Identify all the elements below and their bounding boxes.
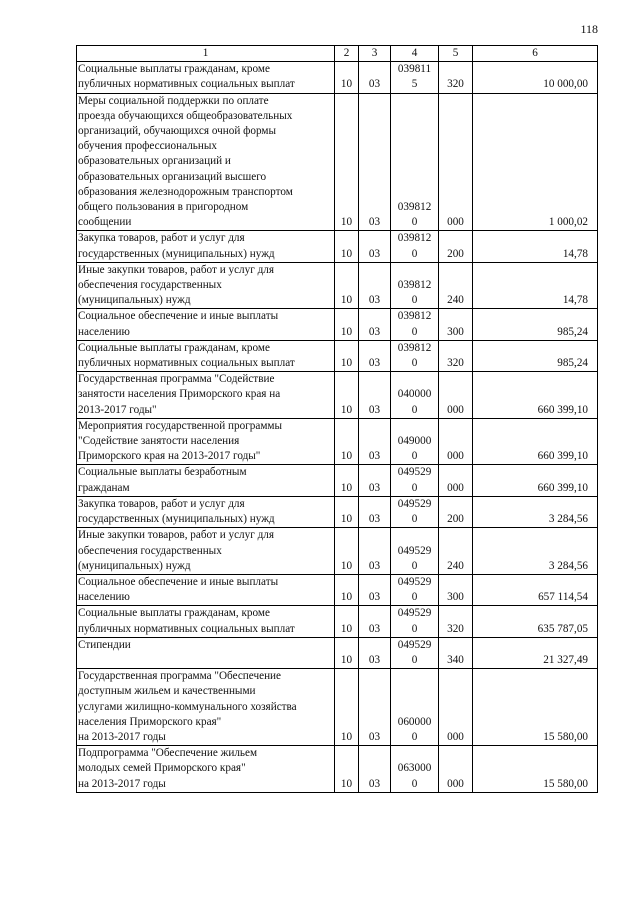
- section-code-cell: 10: [335, 669, 359, 746]
- target-code-part-1: 039811: [397, 63, 432, 76]
- target-code-part-1: 049000: [397, 435, 432, 448]
- amount-cell: 14,78: [473, 262, 598, 309]
- expense-type-cell: 300: [439, 574, 473, 605]
- section-code-cell: 10: [335, 528, 359, 575]
- section-code-cell: 10: [335, 746, 359, 793]
- table-row: [77, 528, 598, 575]
- target-code-cell: [391, 309, 439, 340]
- expense-type-cell: 000: [439, 372, 473, 419]
- target-code-part-1: 039812: [397, 201, 432, 214]
- section-code-cell: 10: [335, 496, 359, 527]
- section-code-cell: 10: [335, 231, 359, 262]
- expense-type-cell: 000: [439, 465, 473, 496]
- target-code-cell: [391, 496, 439, 527]
- target-code-part-1: 049529: [397, 497, 432, 510]
- subsection-code-cell: 03: [359, 574, 391, 605]
- target-code-part-2: 0: [411, 653, 418, 666]
- target-code-part-2: 0: [411, 559, 418, 572]
- expense-type-cell: 000: [439, 669, 473, 746]
- target-code-part-2: 0: [411, 481, 418, 494]
- target-code-part-1: 049529: [397, 466, 432, 479]
- target-code-part-2: 0: [411, 247, 418, 260]
- row-name-cell: [77, 746, 335, 793]
- expense-type-cell: 320: [439, 340, 473, 371]
- column-header: 5: [439, 46, 473, 62]
- table-row: [77, 340, 598, 371]
- table-row: [77, 372, 598, 419]
- row-name-text: Закупка товаров, работ и услуг для государственных (муниципальных) нужд: [78, 232, 275, 260]
- expense-type-cell: 300: [439, 309, 473, 340]
- target-code-part-2: 0: [411, 777, 418, 790]
- amount-cell: 660 399,10: [473, 372, 598, 419]
- target-code-part-1: 049529: [397, 607, 432, 620]
- section-code-cell: 10: [335, 574, 359, 605]
- target-code-part-2: 0: [411, 450, 418, 463]
- subsection-code-cell: 03: [359, 372, 391, 419]
- expense-type-cell: 000: [439, 93, 473, 231]
- table-row: [77, 418, 598, 465]
- section-code-cell: 10: [335, 309, 359, 340]
- table-row: [77, 637, 598, 668]
- amount-cell: 3 284,56: [473, 496, 598, 527]
- target-code-part-2: 0: [411, 357, 418, 370]
- subsection-code-cell: 03: [359, 93, 391, 231]
- row-name-cell: [77, 62, 335, 93]
- target-code-part-2: 0: [411, 622, 418, 635]
- row-name-cell: [77, 574, 335, 605]
- subsection-code-cell: 03: [359, 309, 391, 340]
- target-code-part-1: 039812: [397, 310, 432, 323]
- target-code-part-2: 0: [411, 216, 418, 229]
- column-header: 1: [77, 46, 335, 62]
- target-code-part-1: 049529: [397, 575, 432, 588]
- amount-cell: 15 580,00: [473, 669, 598, 746]
- table-row: [77, 669, 598, 746]
- row-name-cell: [77, 372, 335, 419]
- row-name-text: Социальное обеспечение и иные выплаты населению: [78, 310, 279, 338]
- expense-type-cell: 000: [439, 418, 473, 465]
- target-code-part-2: 0: [411, 403, 418, 416]
- target-code-cell: [391, 340, 439, 371]
- subsection-code-cell: 03: [359, 669, 391, 746]
- row-name-text: Государственная программа "Содействие занятости населения Приморского края на 2013-2017 годы": [78, 373, 281, 416]
- target-code-cell: [391, 418, 439, 465]
- expense-type-cell: 000: [439, 746, 473, 793]
- column-header: 3: [359, 46, 391, 62]
- row-name-cell: [77, 496, 335, 527]
- section-code-cell: 10: [335, 606, 359, 637]
- row-name-text: Меры социальной поддержки по оплате проезда обучающихся общеобразовательных организаций, обучающихся очной формы обучения профессиональных образовательных организаций и образовательных организаций высшего образования железнодорожным транспортом общего пользования в пригородном сообщении: [78, 94, 293, 229]
- target-code-cell: [391, 262, 439, 309]
- table-row: [77, 231, 598, 262]
- row-name-cell: [77, 93, 335, 231]
- section-code-cell: 10: [335, 465, 359, 496]
- amount-cell: 660 399,10: [473, 465, 598, 496]
- row-name-cell: [77, 669, 335, 746]
- target-code-cell: [391, 669, 439, 746]
- section-code-cell: 10: [335, 637, 359, 668]
- row-name-text: Закупка товаров, работ и услуг для государственных (муниципальных) нужд: [78, 497, 275, 526]
- section-code-cell: 10: [335, 93, 359, 231]
- expense-type-cell: 340: [439, 637, 473, 668]
- target-code-part-1: 039812: [397, 232, 432, 245]
- row-name-text: Социальные выплаты гражданам, кроме публичных нормативных социальных выплат: [78, 607, 295, 635]
- row-name-cell: [77, 528, 335, 575]
- target-code-cell: [391, 574, 439, 605]
- target-code-cell: [391, 637, 439, 668]
- target-code-cell: [391, 465, 439, 496]
- subsection-code-cell: 03: [359, 62, 391, 93]
- target-code-cell: [391, 372, 439, 419]
- section-code-cell: 10: [335, 62, 359, 93]
- row-name-cell: [77, 606, 335, 637]
- amount-cell: 21 327,49: [473, 637, 598, 668]
- row-name-cell: [77, 262, 335, 309]
- target-code-part-1: 040000: [397, 388, 432, 401]
- subsection-code-cell: 03: [359, 496, 391, 527]
- amount-cell: 985,24: [473, 309, 598, 340]
- target-code-cell: [391, 606, 439, 637]
- subsection-code-cell: 03: [359, 606, 391, 637]
- table-row: [77, 496, 598, 527]
- amount-cell: 660 399,10: [473, 418, 598, 465]
- table-row: [77, 574, 598, 605]
- row-name-text: Иные закупки товаров, работ и услуг для обеспечения государственных (муниципальных) нужд: [78, 263, 275, 307]
- target-code-cell: [391, 93, 439, 231]
- column-header: 4: [391, 46, 439, 62]
- expense-type-cell: 200: [439, 496, 473, 527]
- target-code-part-2: 0: [411, 513, 418, 526]
- section-code-cell: 10: [335, 262, 359, 309]
- row-name-cell: [77, 465, 335, 496]
- row-name-text: Социальные выплаты гражданам, кроме публичных нормативных социальных выплат: [78, 63, 295, 91]
- target-code-cell: [391, 746, 439, 793]
- row-name-cell: [77, 309, 335, 340]
- row-name-text: Иные закупки товаров, работ и услуг для обеспечения государственных (муниципальных) нужд: [78, 529, 275, 572]
- subsection-code-cell: 03: [359, 231, 391, 262]
- table-row: [77, 465, 598, 496]
- amount-cell: 985,24: [473, 340, 598, 371]
- target-code-part-1: 049529: [397, 544, 432, 557]
- target-code-cell: [391, 231, 439, 262]
- table-row: [77, 309, 598, 340]
- row-name-cell: [77, 418, 335, 465]
- column-header: 6: [473, 46, 598, 62]
- subsection-code-cell: 03: [359, 262, 391, 309]
- row-name-text: Социальные выплаты гражданам, кроме публичных нормативных социальных выплат: [78, 341, 295, 370]
- row-name-text: Социальные выплаты безработным гражданам: [78, 466, 247, 494]
- amount-cell: 14,78: [473, 231, 598, 262]
- table-row: [77, 93, 598, 231]
- row-name-text: Социальное обеспечение и иные выплаты населению: [78, 575, 279, 604]
- target-code-part-1: 039812: [397, 341, 432, 354]
- page-number: 118: [580, 22, 598, 36]
- table-row: [77, 62, 598, 93]
- column-header: 2: [335, 46, 359, 62]
- expense-type-cell: 240: [439, 528, 473, 575]
- expense-type-cell: 320: [439, 606, 473, 637]
- expense-type-cell: 240: [439, 262, 473, 309]
- row-name-cell: [77, 231, 335, 262]
- budget-table-body: [77, 46, 598, 793]
- subsection-code-cell: 03: [359, 465, 391, 496]
- amount-cell: 1 000,02: [473, 93, 598, 231]
- target-code-cell: [391, 62, 439, 93]
- target-code-part-1: 060000: [397, 715, 432, 728]
- target-code-part-2: 0: [411, 730, 418, 743]
- subsection-code-cell: 03: [359, 746, 391, 793]
- target-code-part-1: 049529: [397, 638, 432, 651]
- table-row: [77, 606, 598, 637]
- table-row: [77, 262, 598, 309]
- amount-cell: 657 114,54: [473, 574, 598, 605]
- target-code-part-2: 0: [411, 591, 418, 604]
- expense-type-cell: 200: [439, 231, 473, 262]
- row-name-cell: [77, 340, 335, 371]
- subsection-code-cell: 03: [359, 418, 391, 465]
- target-code-part-2: 0: [411, 325, 418, 338]
- amount-cell: 10 000,00: [473, 62, 598, 93]
- amount-cell: 635 787,05: [473, 606, 598, 637]
- row-name-text: Государственная программа "Обеспечение доступным жильем и качественными услугами жилищно-коммунального хозяйства населения Приморского края" на 2013-2017 годы: [78, 670, 297, 743]
- row-name-text: Подпрограмма "Обеспечение жильем молодых семей Приморского края" на 2013-2017 годы: [78, 747, 258, 790]
- row-name-cell: [77, 637, 335, 668]
- target-code-part-1: 039812: [397, 279, 432, 292]
- subsection-code-cell: 03: [359, 637, 391, 668]
- target-code-part-2: 0: [411, 294, 418, 307]
- amount-cell: 15 580,00: [473, 746, 598, 793]
- budget-table: [76, 45, 598, 793]
- row-name-text: Мероприятия государственной программы "Содействие занятости населения Приморского края на 2013-2017 годы": [78, 419, 283, 463]
- section-code-cell: 10: [335, 340, 359, 371]
- table-header-row: [77, 46, 598, 62]
- expense-type-cell: 320: [439, 62, 473, 93]
- section-code-cell: 10: [335, 418, 359, 465]
- table-row: [77, 746, 598, 793]
- amount-cell: 3 284,56: [473, 528, 598, 575]
- subsection-code-cell: 03: [359, 528, 391, 575]
- target-code-part-1: 063000: [397, 762, 432, 775]
- section-code-cell: 10: [335, 372, 359, 419]
- subsection-code-cell: 03: [359, 340, 391, 371]
- row-name-text: Стипендии: [78, 638, 131, 651]
- target-code-cell: [391, 528, 439, 575]
- target-code-part-2: 5: [411, 78, 418, 91]
